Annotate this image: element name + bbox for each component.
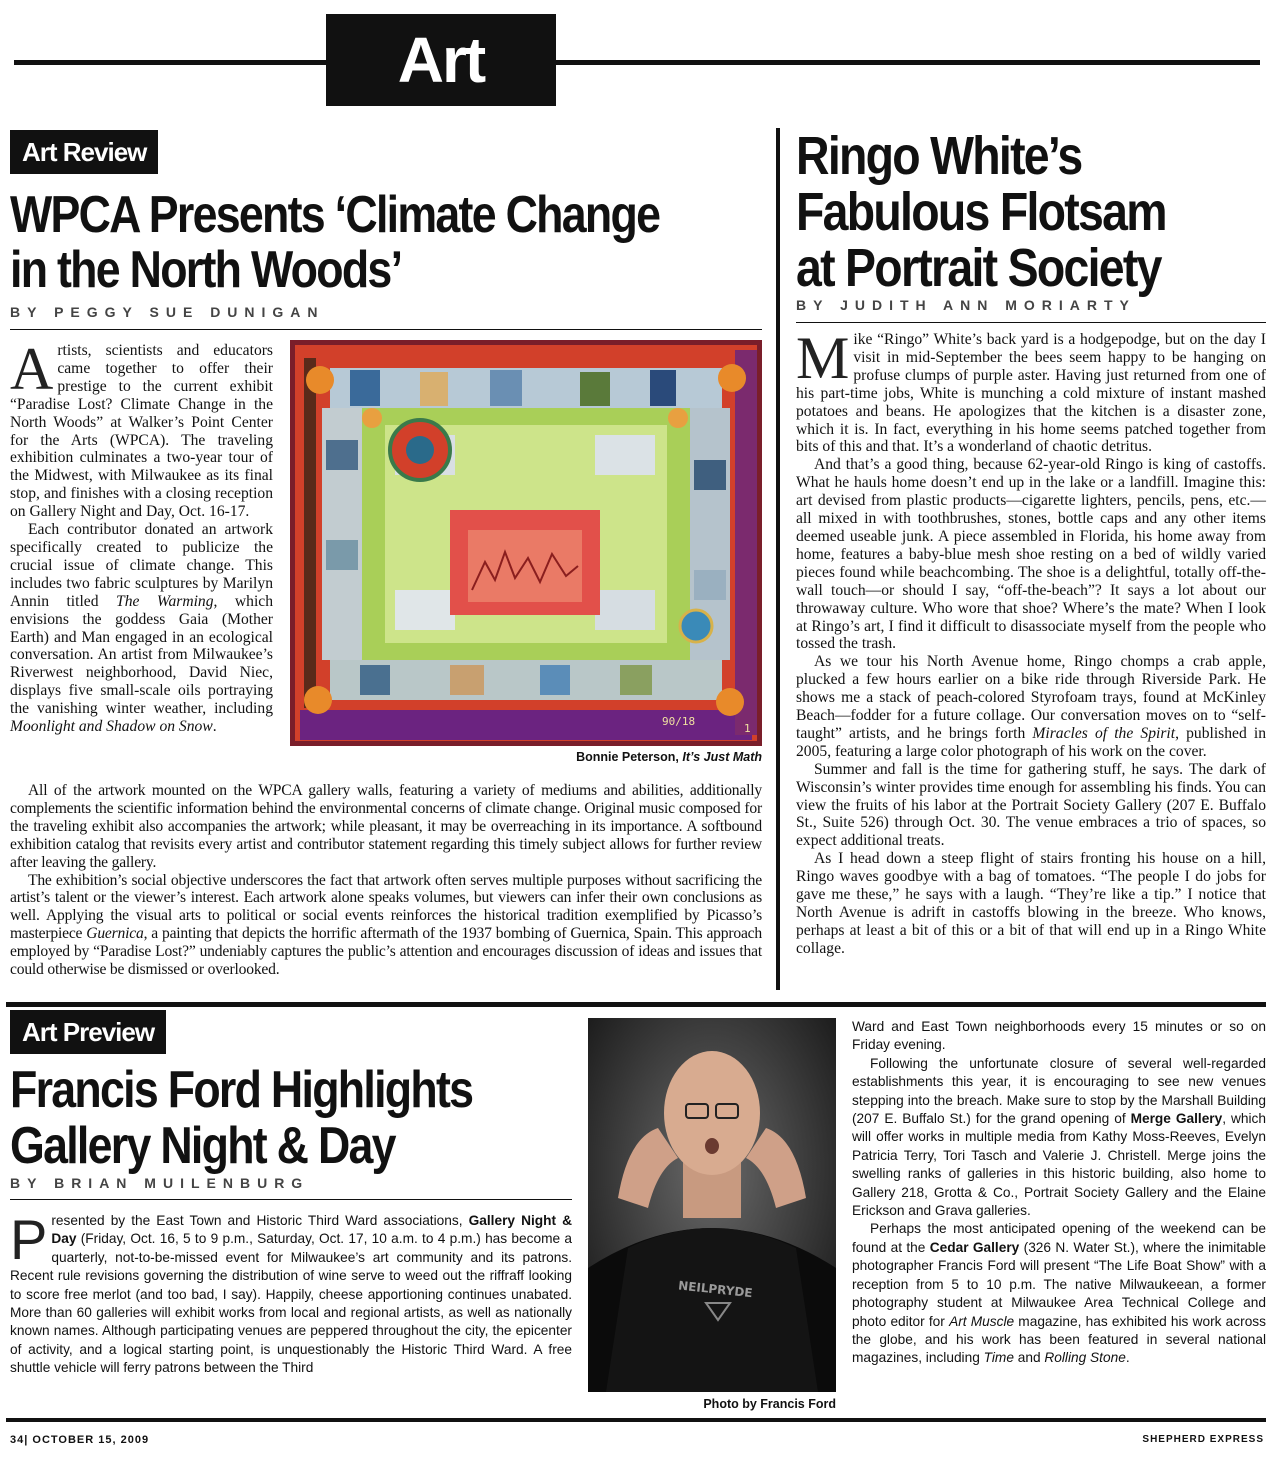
article3-headline-line2: Gallery Night & Day xyxy=(10,1117,395,1175)
article2-byline-rule xyxy=(796,322,1266,323)
article3-dropcap: P xyxy=(10,1208,48,1271)
article1-paragraph: The exhibition’s social objective underscores the fact that artwork often serves multiple purposes without sacrificing the artist’s talent or the viewer’s interest. Each artwork alone speaks volumes, but viewers can infer their own conclusions as well. Applying the visual arts to political or social events reinforces the historical tradition exemplified by Picasso’s masterpiece Guernica, a painting that depicts the horrific aftermath of the 1937 bombing of Guernica, Spain. This approach employed by “Paradise Lost?” undeniably captures the public’s attention and encourages discussion of ideas and issues that could otherwise be dismissed or overlooked. xyxy=(10,871,762,979)
column-divider xyxy=(776,128,780,990)
footer-date: OCTOBER 15, 2009 xyxy=(32,1434,150,1446)
article2-paragraph: Summer and fall is the time for gathering stuff, he says. The dark of Wisconsin’s winter provides time enough for assembling his finds. You can view the fruits of his labor at the Portrait Society Gallery (207 E. Buffalo St., Suite 526) through Oct. 30. The venue embraces a trio of spaces, so expect additional treats. xyxy=(796,760,1266,850)
artwork-label-right: 1 xyxy=(744,722,751,735)
article2-dropcap: M xyxy=(796,325,850,391)
article2-headline xyxy=(796,128,1166,296)
article3-column1 xyxy=(10,1208,572,1378)
article2-headline-line1: Ringo White’s xyxy=(796,126,1082,186)
portrait-photo-svg xyxy=(588,1018,836,1392)
article3-headline-line1: Francis Ford Highlights xyxy=(10,1061,473,1119)
article1-paragraph: Each contributor donated an artwork specifically created to publicize the crucial issue of climate change. This includes two fabric sculptures by Marilyn Annin titled The Warming, which envisions the goddess Gaia (Mother Earth) and Man engaged in an ecological conversation. An artist from Milwaukee’s Riverwest neighborhood, David Niec, displays five small-scale oils portraying the vanishing winter weather, including Moonlight and Shadow on Snow. xyxy=(10,521,274,736)
article2-paragraph: As I head down a steep flight of stairs fronting his house on a hill, Ringo waves goodbye with a bag of tomatoes. “The people I do jobs for gave me these,” he says with a laugh. “They’re like a tip.” I notice that North Avenue is adrift in castoffs blowing in the breeze. Who knows, perhaps at least a bit of this or a bit of that will end up in a Ringo White collage. xyxy=(796,850,1266,957)
article2-headline-line3: at Portrait Society xyxy=(796,238,1161,298)
article1-headline xyxy=(10,188,659,297)
article3-headline xyxy=(10,1062,472,1174)
article1-column-wide xyxy=(10,782,762,979)
footer-page-number: 34 xyxy=(10,1434,25,1446)
article3-paragraph: Presented by the East Town and Historic Third Ward associations, Gallery Night & Day (Friday, Oct. 16, 5 to 9 p.m., Saturday, Oct. 17, 10 a.m. to 4 p.m.) has become a quarterly, not-to-be-missed event for Milwaukee’s art community and its patrons. Recent rule revisions governing the distribution of wine serve to weed out the riffraff looking to score free merlot (and too bad, I say). Happily, cheese apportioning continues unabated. More than 60 galleries will exhibit works from local and regional artists, as well as nationally known names. Although participating venues are peppered throughout the city, the epicenter of activity, and a logical starting point, is unquestionably the Historic Third Ward. A free shuttle vehicle will ferry patrons between the Third xyxy=(10,1208,572,1376)
artwork-caption-title: It’s Just Math xyxy=(682,750,762,764)
portrait-caption: Photo by Francis Ford xyxy=(703,1397,836,1411)
article1-headline-line2: in the North Woods’ xyxy=(10,240,402,299)
section-separator xyxy=(6,1002,1266,1007)
article1-kicker: Art Review xyxy=(10,130,158,174)
article3-kicker: Art Preview xyxy=(10,1010,166,1054)
article3-paragraph: Ward and East Town neighborhoods every 15 minutes or so on Friday evening. xyxy=(852,1019,1266,1053)
portrait-photo xyxy=(588,1018,836,1392)
article1-paragraph: All of the artwork mounted on the WPCA gallery walls, featuring a variety of mediums and abilities, additionally complements the scientific information behind the environmental concerns of climate change. Original music composed for the traveling exhibit also accompanies the artwork; while pleasant, it may be overreaching in its importance. A softbound exhibition catalog that revisits every artist and contributor statement regarding this timely subject allows for further review after leaving the gallery. xyxy=(10,782,762,871)
section-title: Art xyxy=(326,14,556,106)
portrait-wetsuit-text: NEILPRYDE xyxy=(677,1278,754,1301)
article3-paragraph: Perhaps the most anticipated opening of the weekend can be found at the Cedar Gallery (326 N. Water St.), where the inimitable photographer Francis Ford will present “The Life Boat Show” with a reception from 5 to 10 p.m. The native Milwaukeean, a former photography student at Milwaukee Area Technical College and photo editor for Art Muscle magazine, has exhibited his work across the globe, and his work has been featured in several national magazines, including Time and Rolling Stone. xyxy=(852,1221,1267,1366)
article2-body xyxy=(796,325,1267,958)
header-rule-left xyxy=(14,60,326,65)
footer-rule xyxy=(6,1418,1266,1422)
artwork-caption-artist: Bonnie Peterson, xyxy=(576,750,683,764)
artwork-image xyxy=(290,340,762,746)
footer-publication: SHEPHERD EXPRESS xyxy=(1142,1434,1264,1445)
article3-byline-rule xyxy=(10,1199,572,1200)
article1-byline: BY PEGGY SUE DUNIGAN xyxy=(10,304,325,320)
article3-paragraph: Following the unfortunate closure of several well-regarded establishments this year, it is encouraging to see new venues stepping into the breach. Make sure to stop by the Marshall Building (207 E. Buffalo St.) for the grand opening of Merge Gallery, which will offer works in multiple media from Kathy Moss-Reeves, Evelyn Patricia Terry, Tori Tasch and Valerie J. Christell. Merge joins the swelling ranks of galleries in this historic building, also home to Gallery 218, Grotta & Co., Portrait Society Gallery and the Elaine Erickson and Grava galleries. xyxy=(852,1055,1266,1219)
article2-headline-line2: Fabulous Flotsam xyxy=(796,182,1166,242)
article1-headline-line1: WPCA Presents ‘Climate Change xyxy=(10,186,660,244)
article2-byline: BY JUDITH ANN MORIARTY xyxy=(796,297,1136,313)
header-rule-right xyxy=(556,60,1260,65)
article1-paragraph: Artists, scientists and educators came together to offer their prestige to the current exhibit “Paradise Lost? Climate Change in the North Woods” at Walker’s Point Center for the Arts (WPCA). The traveling exhibition culminates a two-year tour of the Midwest, with Milwaukee as its final stop, and finishes with a closing reception on Gallery Night and Day, Oct. 16-17. xyxy=(10,336,273,521)
footer-left: 34| OCTOBER 15, 2009 xyxy=(10,1434,150,1446)
article1-dropcap: A xyxy=(10,336,54,402)
article2-paragraph: And that’s a good thing, because 62-year-old Ringo is king of castoffs. What he hauls home doesn’t end up in the lake or a landfill. Imagine this: art devised from plastic products—cigarette lighters, pencils, pens, etc.—all mixed in with toothbrushes, stones, bottle caps and any other items deemed useable junk. A piece assembled in Florida, his home away from home, features a baby-blue mesh shoe resting on a bed of wildly varied pieces found while beachcombing. The shoe is a delightful, totally off-the-wall touch—or should I say, “off-the-beach”? It says a lot about our throwaway culture. Who wore that shoe? Where’s the mate? When I look at Ringo’s art, I find it difficult to disassociate myself from the people who tossed the trash. xyxy=(796,456,1266,653)
artwork-label-bottom: 90/18 xyxy=(662,715,696,728)
article3-byline: BY BRIAN MUILENBURG xyxy=(10,1175,310,1191)
article1-byline-rule xyxy=(10,329,762,330)
artwork-quilt-svg xyxy=(290,340,762,746)
article3-column2 xyxy=(852,1018,1266,1368)
article2-paragraph: Mike “Ringo” White’s back yard is a hodgepodge, but on the day I visit in mid-September the bees seem happy to be hanging on profuse clumps of purple aster. Having just returned from one of his part-time jobs, White is munching a cold mixture of instant mashed potatoes and beans. He apologizes that the kitchen is a disaster zone, which it is. In fact, everything in his home seems patched together from bits of this and that. It’s a wonderland of chaotic detritus. xyxy=(796,325,1266,456)
article1-column-narrow xyxy=(10,336,274,736)
article2-paragraph: As we tour his North Avenue home, Ringo chomps a crab apple, plucked a few hours earlier on a bike ride through Riverside Park. He shows me a stack of peach-colored Styrofoam trays, found at McKinley Beach—fodder for a future collage. Our conversation moves on to “self-taught” artists, and he brings forth Miracles of the Spirit, published in 2005, featuring a large color photograph of his work on the cover. xyxy=(796,653,1267,760)
artwork-caption xyxy=(290,750,762,764)
